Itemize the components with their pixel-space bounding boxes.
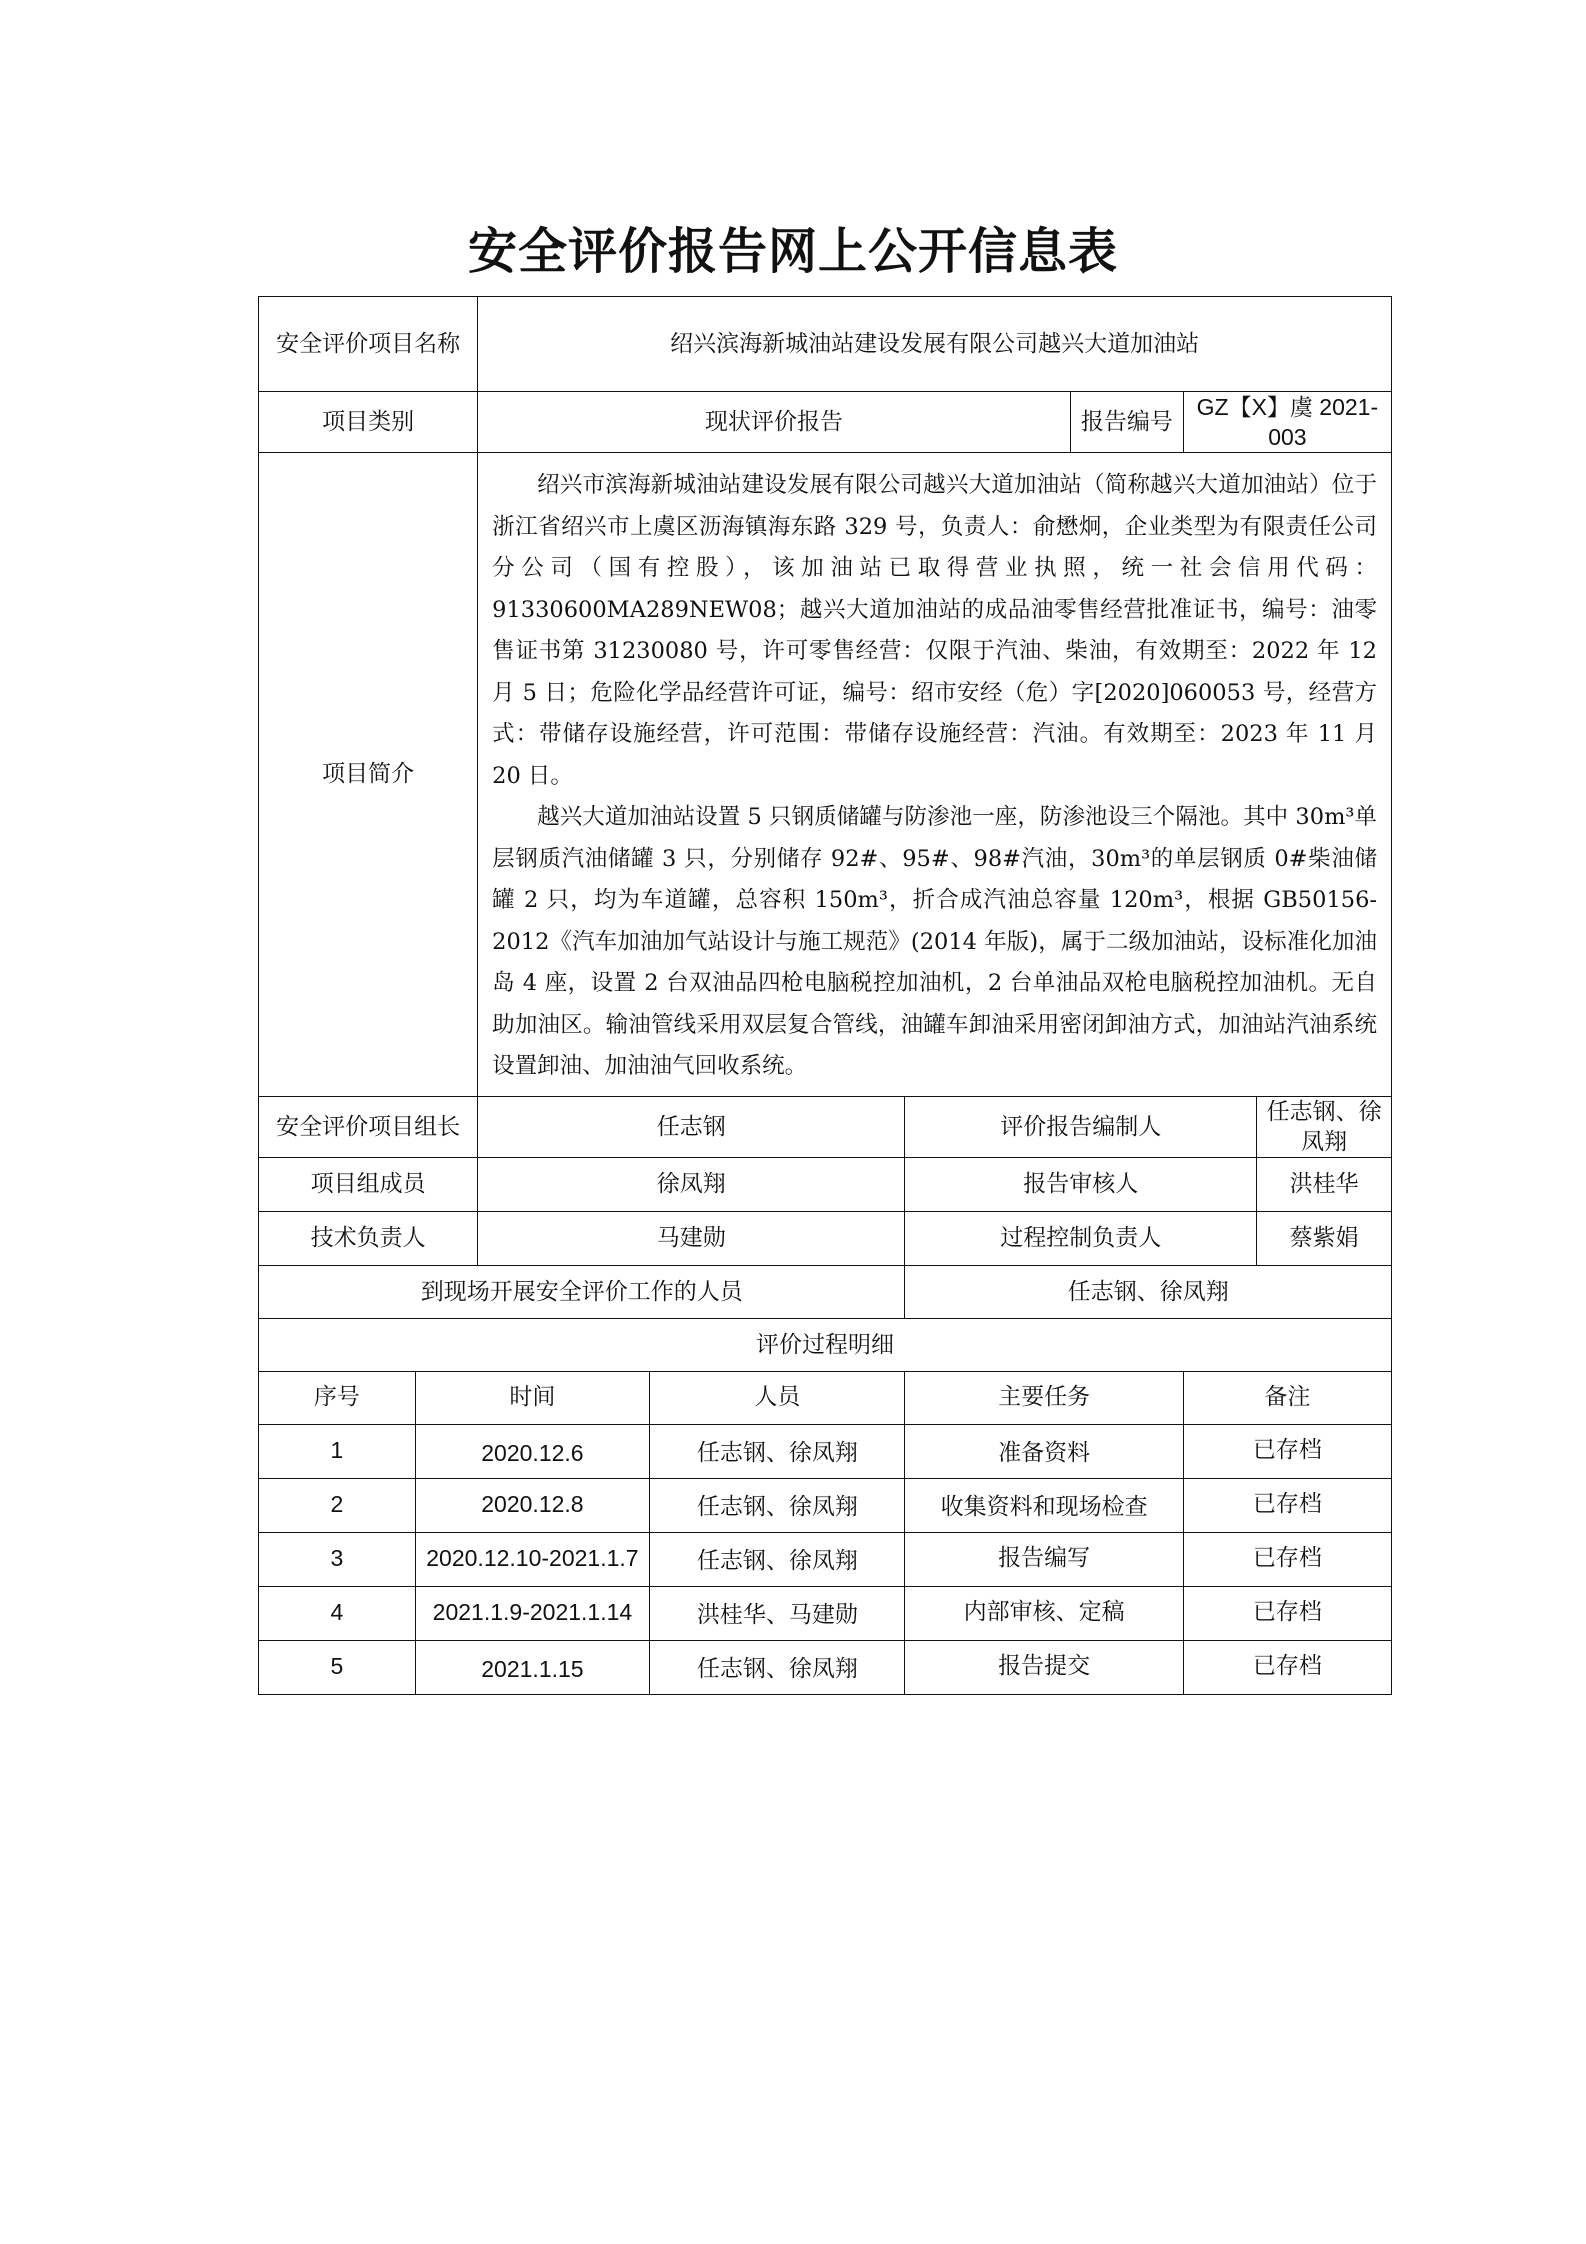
row-note: 已存档: [1183, 1424, 1391, 1478]
table-row: [259, 1532, 1392, 1586]
row-note: 已存档: [1183, 1532, 1391, 1586]
row-no: 2: [259, 1478, 416, 1532]
row-people: 任志钢、徐凤翔: [650, 1424, 905, 1478]
row-no: 3: [259, 1532, 416, 1586]
table-row: [259, 1478, 1392, 1532]
row-task: 收集资料和现场检查: [905, 1478, 1183, 1532]
row-note: 已存档: [1183, 1586, 1391, 1640]
report-author-label: 评价报告编制人: [905, 1096, 1257, 1157]
onsite-staff-label: 到现场开展安全评价工作的人员: [259, 1265, 905, 1318]
row-time: 2020.12.8: [415, 1478, 649, 1532]
project-name-value: 绍兴滨海新城油站建设发展有限公司越兴大道加油站: [478, 297, 1392, 392]
tech-lead-value: 马建勋: [478, 1211, 905, 1265]
table-row: [259, 1586, 1392, 1640]
project-intro-paragraph-2: 越兴大道加油站设置 5 只钢质储罐与防渗池一座，防渗池设三个隔池。其中 30m³单层钢质汽油储罐 3 只，分别储存 92#、95#、98#汽油，30m³的单层钢质 0#柴油储罐 2 只，均为车道罐，总容积 150m³，折合成汽油总容量 120m³，根据 GB50156-2012《汽车加油加气站设计与施工规范》(2014 年版)，属于二级加油站，设标准化加油岛 4 座，设置 2 台双油品四枪电脑税控加油机，2 台单油品双枪电脑税控加油机。无自助加油区。输油管线采用双层复合管线，油罐车卸油采用密闭卸油方式，加油站汽油系统设置卸油、加油油气回收系统。: [492, 804, 1377, 1079]
table-row: [259, 1640, 1392, 1694]
info-table: [258, 296, 1392, 1695]
row-no: 5: [259, 1640, 416, 1694]
header-no: 序号: [259, 1371, 416, 1424]
team-member-label: 项目组成员: [259, 1157, 478, 1211]
row-task: 报告编写: [905, 1532, 1183, 1586]
process-control-label: 过程控制负责人: [905, 1211, 1257, 1265]
report-number-label: 报告编号: [1070, 392, 1183, 453]
row-people: 任志钢、徐凤翔: [650, 1478, 905, 1532]
team-member-value: 徐凤翔: [478, 1157, 905, 1211]
report-reviewer-value: 洪桂华: [1257, 1157, 1392, 1211]
process-control-value: 蔡紫娟: [1257, 1211, 1392, 1265]
row-note: 已存档: [1183, 1478, 1391, 1532]
table-row: [259, 1424, 1392, 1478]
row-people: 任志钢、徐凤翔: [650, 1532, 905, 1586]
row-time: 2020.12.6: [415, 1424, 649, 1478]
project-intro: [478, 453, 1392, 1097]
row-task: 报告提交: [905, 1640, 1183, 1694]
row-people: 任志钢、徐凤翔: [650, 1640, 905, 1694]
header-people: 人员: [650, 1371, 905, 1424]
header-note: 备注: [1183, 1371, 1391, 1424]
row-task: 准备资料: [905, 1424, 1183, 1478]
team-leader-label: 安全评价项目组长: [259, 1096, 478, 1157]
row-no: 1: [259, 1424, 416, 1478]
project-category-label: 项目类别: [259, 392, 478, 453]
row-time: 2021.1.9-2021.1.14: [415, 1586, 649, 1640]
report-author-value: 任志钢、徐凤翔: [1257, 1096, 1392, 1157]
header-task: 主要任务: [905, 1371, 1183, 1424]
report-number-value: GZ【X】虞 2021-003: [1183, 392, 1391, 453]
tech-lead-label: 技术负责人: [259, 1211, 478, 1265]
project-category-value: 现状评价报告: [478, 392, 1071, 453]
project-name-label: 安全评价项目名称: [259, 297, 478, 392]
process-section-title: 评价过程明细: [259, 1318, 1392, 1371]
project-intro-paragraph-1: 绍兴市滨海新城油站建设发展有限公司越兴大道加油站（简称越兴大道加油站）位于浙江省绍兴市上虞区沥海镇海东路 329 号，负责人：俞懋炯，企业类型为有限责任公司分公司（国有控股），该加油站已取得营业执照，统一社会信用代码：91330600MA289NEW08；越兴大道加油站的成品油零售经营批准证书，编号：油零售证书第 31230080 号，许可零售经营：仅限于汽油、柴油，有效期至：2022 年 12 月 5 日；危险化学品经营许可证，编号：绍市安经（危）字[2020]060053 号，经营方式：带储存设施经营，许可范围：带储存设施经营：汽油。有效期至：2023 年 11 月 20 日。: [492, 472, 1377, 789]
row-time: 2021.1.15: [415, 1640, 649, 1694]
process-header-row: [259, 1371, 1392, 1424]
header-time: 时间: [415, 1371, 649, 1424]
team-leader-value: 任志钢: [478, 1096, 905, 1157]
row-people: 洪桂华、马建勋: [650, 1586, 905, 1640]
row-note: 已存档: [1183, 1640, 1391, 1694]
project-intro-label: 项目简介: [259, 453, 478, 1097]
onsite-staff-value: 任志钢、徐凤翔: [905, 1265, 1392, 1318]
row-task: 内部审核、定稿: [905, 1586, 1183, 1640]
page-title: 安全评价报告网上公开信息表: [467, 223, 1118, 280]
row-no: 4: [259, 1586, 416, 1640]
report-reviewer-label: 报告审核人: [905, 1157, 1257, 1211]
row-time: 2020.12.10-2021.1.7: [415, 1532, 649, 1586]
